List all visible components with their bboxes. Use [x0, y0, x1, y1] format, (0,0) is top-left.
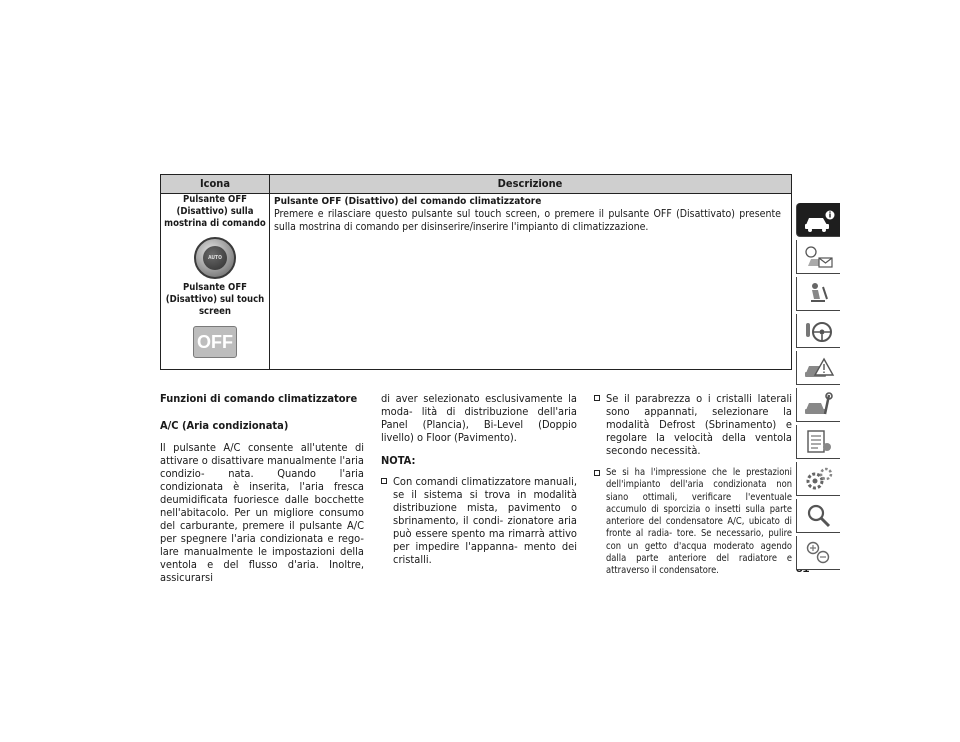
tab-car-info[interactable] [796, 203, 840, 237]
off-screen-button-icon: OFF [193, 326, 237, 358]
chapter-tabs [796, 203, 840, 573]
checkbox-bullet-icon [594, 470, 600, 476]
tab-seat-person[interactable] [796, 277, 840, 311]
magnifier-icon [803, 503, 835, 529]
icon-label-panel: Pulsante OFF (Disattivo) sulla mostrina di comando [164, 194, 266, 229]
seat-person-icon [803, 281, 835, 307]
description-title: Pulsante OFF (Disattivo) del comando climatizzatore [274, 196, 542, 207]
checkbox-bullet-icon [594, 395, 600, 401]
tab-document-list[interactable] [796, 425, 840, 459]
icon-label-touchscreen: Pulsante OFF (Disattivo) sul touch screen [165, 282, 265, 317]
tab-car-crash[interactable] [796, 351, 840, 385]
description-body: Premere e rilasciare questo pulsante sul touch screen, o premere il pulsante OFF (Disattivato) presente sulla mostrina di comando per disinserire/inserire l'impianto di climatizzazione. [274, 208, 781, 233]
column-2 [381, 392, 577, 576]
bullet-text: Se si ha l'impressione che le prestazioni dell'impianto dell'aria condizionata non siano ottimali, verificare l'eventuale accumulo di sporcizia o insetti sulla parte anteriore del condensatore A/C, ubicato di fronte al radia- tore. Se necessario, pulire con un getto d'acqua moderato agendo dalla parte anteriore del radiatore e attraverso il condensatore. [606, 467, 792, 577]
table-header [161, 175, 791, 194]
steering-wheel-icon [803, 318, 835, 344]
tab-multilanguage[interactable] [796, 536, 840, 570]
gears-icon [803, 466, 835, 492]
car-envelope-icon [803, 244, 835, 270]
nota-label: NOTA: [381, 454, 416, 467]
checkbox-bullet-icon [381, 478, 387, 484]
description-cell [274, 195, 781, 245]
document-list-icon [803, 429, 835, 455]
multilanguage-icon [803, 540, 835, 566]
column-divider [269, 175, 270, 369]
header-icon: Icona [199, 177, 231, 190]
column-3 [594, 392, 792, 588]
list-item [594, 467, 792, 578]
controls-table [160, 174, 792, 370]
tab-gears[interactable] [796, 462, 840, 496]
car-info-icon [803, 207, 835, 233]
tab-magnifier[interactable] [796, 499, 840, 533]
paragraph-1: Il pulsante A/C consente all'utente di attivare o disattivare manualmente l'aria condizio- nata. Quando l'aria condizionata è inserita, l'aria fresca deumidificata fuoriesce dalle bocchette nell'abitacolo. Per un migliore consumo del carburante, premere il pulsante A/C per spegnere l'aria condizionata e rego- lare manualmente le impostazioni della ventola e del flusso d'aria. Inoltre, assicurarsi [160, 441, 364, 584]
tab-steering-wheel[interactable] [796, 314, 840, 348]
off-knob-icon [194, 237, 236, 279]
column-1 [160, 392, 364, 584]
bullet-text: Con comandi climatizzatore manuali, se il sistema si trova in modalità distribuzione mista, pavimento o sbrinamento, il condi- zionatore aria può essere spento ma rimarrà attivo per impedire l'appanna- mento dei cristalli. [393, 475, 577, 566]
car-crash-icon [803, 355, 835, 381]
car-wrench-icon [803, 392, 835, 418]
subsection-title: A/C (Aria condizionata) [160, 419, 289, 432]
tab-car-wrench[interactable] [796, 388, 840, 422]
paragraph-2: di aver selezionato esclusivamente la moda- lità di distribuzione dell'aria Panel (Plancia), Bi-Level (Doppio livello) o Floor (Pavimento). [381, 392, 577, 444]
section-title: Funzioni di comando climatizzatore [160, 392, 358, 405]
icon-cell [161, 194, 269, 358]
list-item [381, 475, 577, 566]
knob-label: AUTO [203, 246, 227, 270]
bullet-text: Se il parabrezza o i cristalli laterali sono appannati, selezionare la modalità Defrost (Sbrinamento) e regolare la velocità della ventola secondo necessità. [606, 392, 792, 457]
list-item [594, 392, 792, 457]
tab-car-envelope[interactable] [796, 240, 840, 274]
header-description: Descrizione [497, 177, 563, 190]
